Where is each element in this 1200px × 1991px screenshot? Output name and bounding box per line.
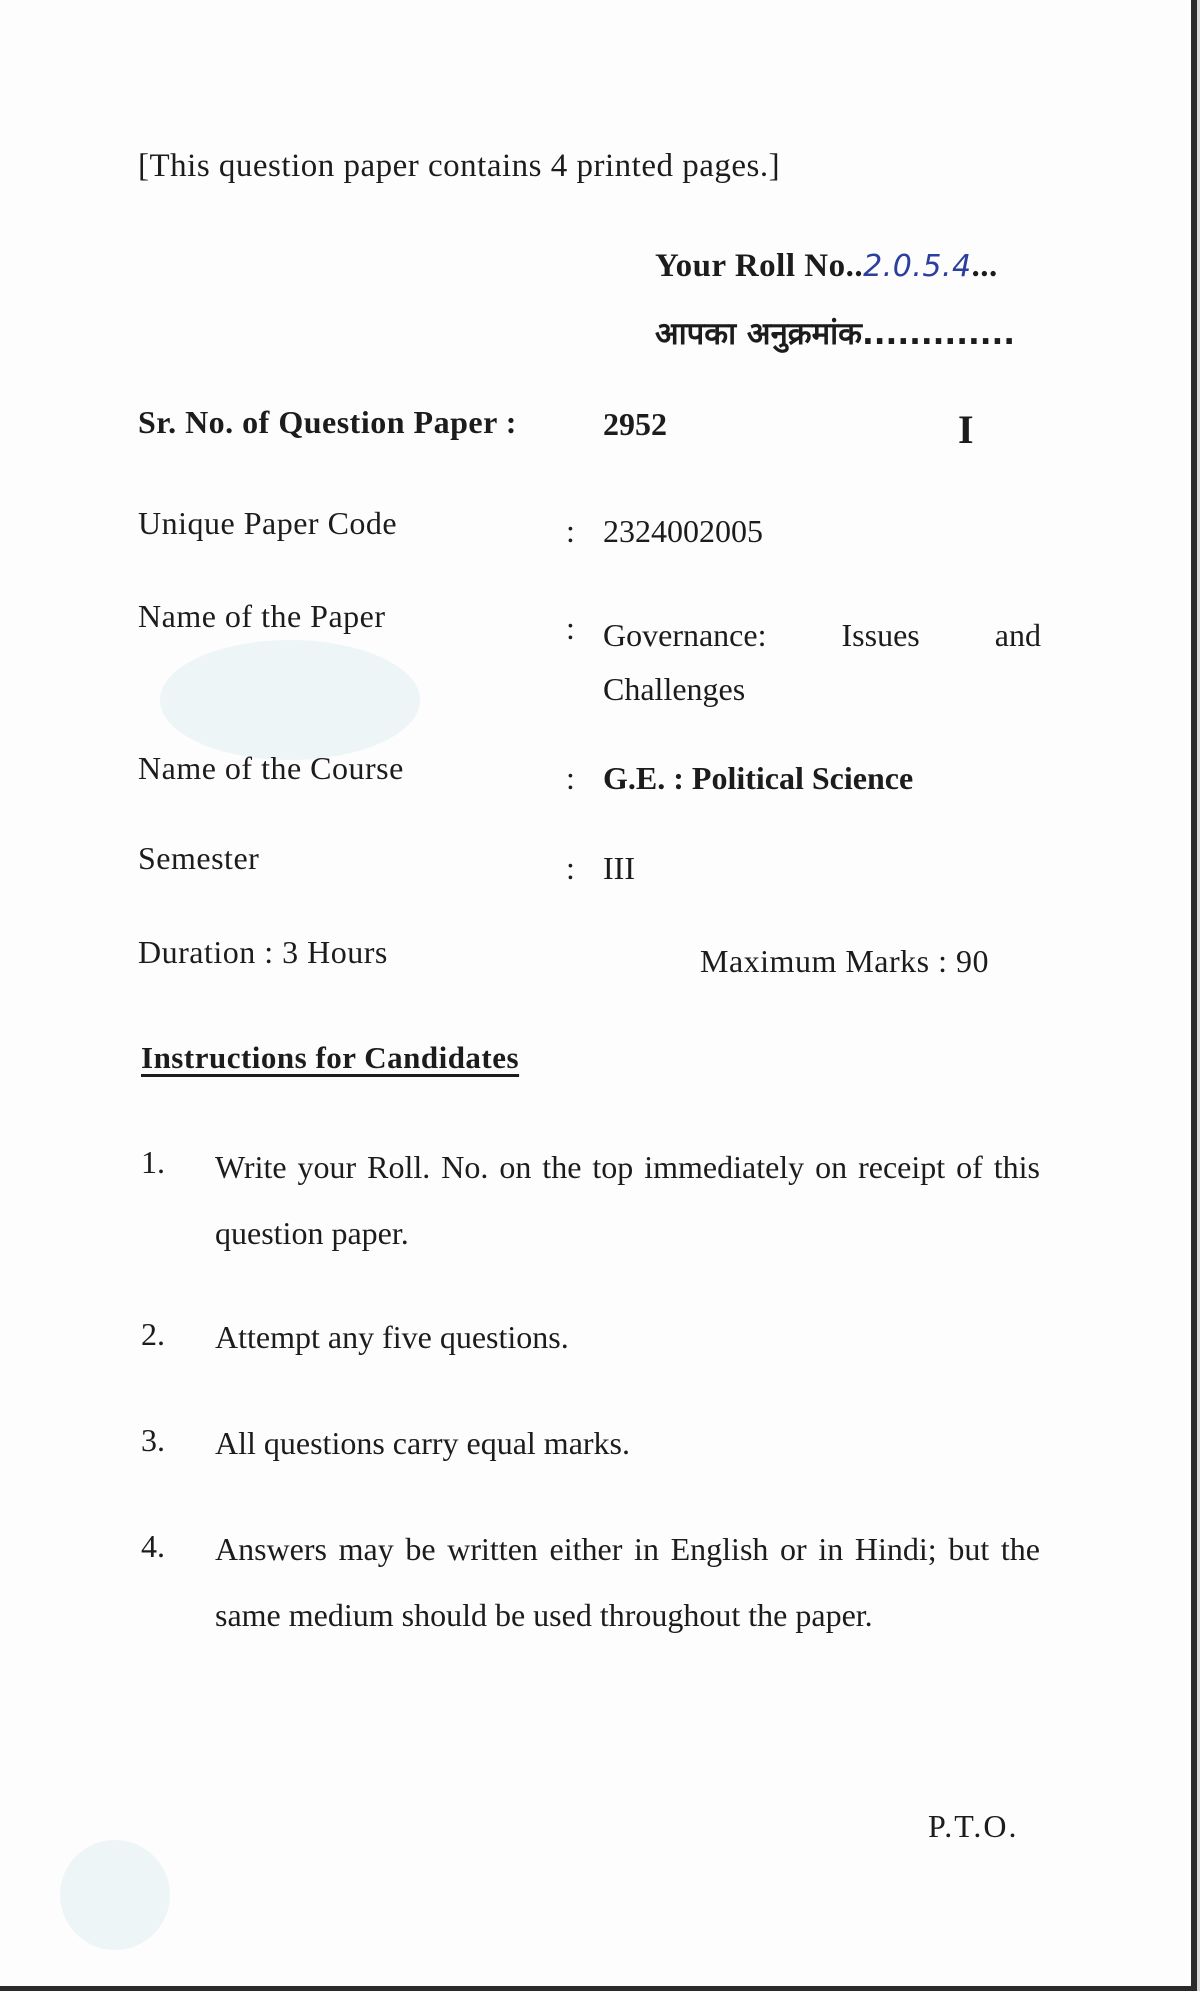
instruction-text: Write your Roll. No. on the top immediately on receipt of this question paper. [215, 1149, 1040, 1251]
unique-paper-code-label: Unique Paper Code [138, 505, 398, 541]
roll-number-handwritten-value: 2.0.5.4 [863, 249, 972, 284]
paper-name-label: Name of the Paper [138, 598, 386, 634]
instruction-number: 3. [141, 1422, 165, 1458]
instruction-number: 1. [141, 1144, 165, 1180]
faint-stain-mark [60, 1840, 170, 1950]
unique-paper-code-value: 2324002005 [603, 513, 763, 549]
unique-paper-code-colon: : [566, 513, 575, 549]
instruction-text: All questions carry equal marks. [215, 1425, 630, 1461]
course-name-label: Name of the Course [138, 750, 404, 786]
course-name-value: G.E. : Political Science [603, 760, 914, 796]
faint-stain-mark [160, 640, 420, 760]
instructions-heading: Instructions for Candidates [141, 1040, 520, 1075]
roll-number-line [655, 248, 998, 285]
serial-number-label: Sr. No. of Question Paper : [138, 404, 517, 440]
roll-number-trailing-dots: ... [971, 248, 998, 284]
paper-set-mark: I [958, 407, 974, 452]
duration-text: Duration : 3 Hours [138, 934, 388, 970]
serial-number-value: 2952 [603, 406, 667, 442]
semester-colon: : [566, 850, 575, 886]
paper-name-value: Governance: Issues and Challenges [603, 617, 1041, 707]
course-name-colon: : [566, 760, 575, 796]
page-count-note: [This question paper contains 4 printed pages.] [138, 148, 781, 184]
roll-number-label: Your Roll No.. [655, 248, 864, 284]
scan-edge-bottom [0, 1986, 1200, 1991]
instruction-text: Answers may be written either in English or in Hindi; but the same medium should be used throughout the paper. [215, 1531, 1040, 1633]
instruction-text: Attempt any five questions. [215, 1319, 569, 1355]
maximum-marks-text: Maximum Marks : 90 [700, 943, 989, 979]
please-turn-over-note: P.T.O. [928, 1808, 1019, 1844]
semester-value: III [603, 850, 635, 886]
semester-label: Semester [138, 840, 260, 876]
instruction-number: 2. [141, 1316, 165, 1352]
roll-number-hindi-label: आपका अनुक्रमांक............. [655, 316, 1016, 352]
paper-name-colon: : [566, 610, 575, 646]
scan-edge-right [1191, 0, 1197, 1991]
instruction-number: 4. [141, 1528, 165, 1564]
